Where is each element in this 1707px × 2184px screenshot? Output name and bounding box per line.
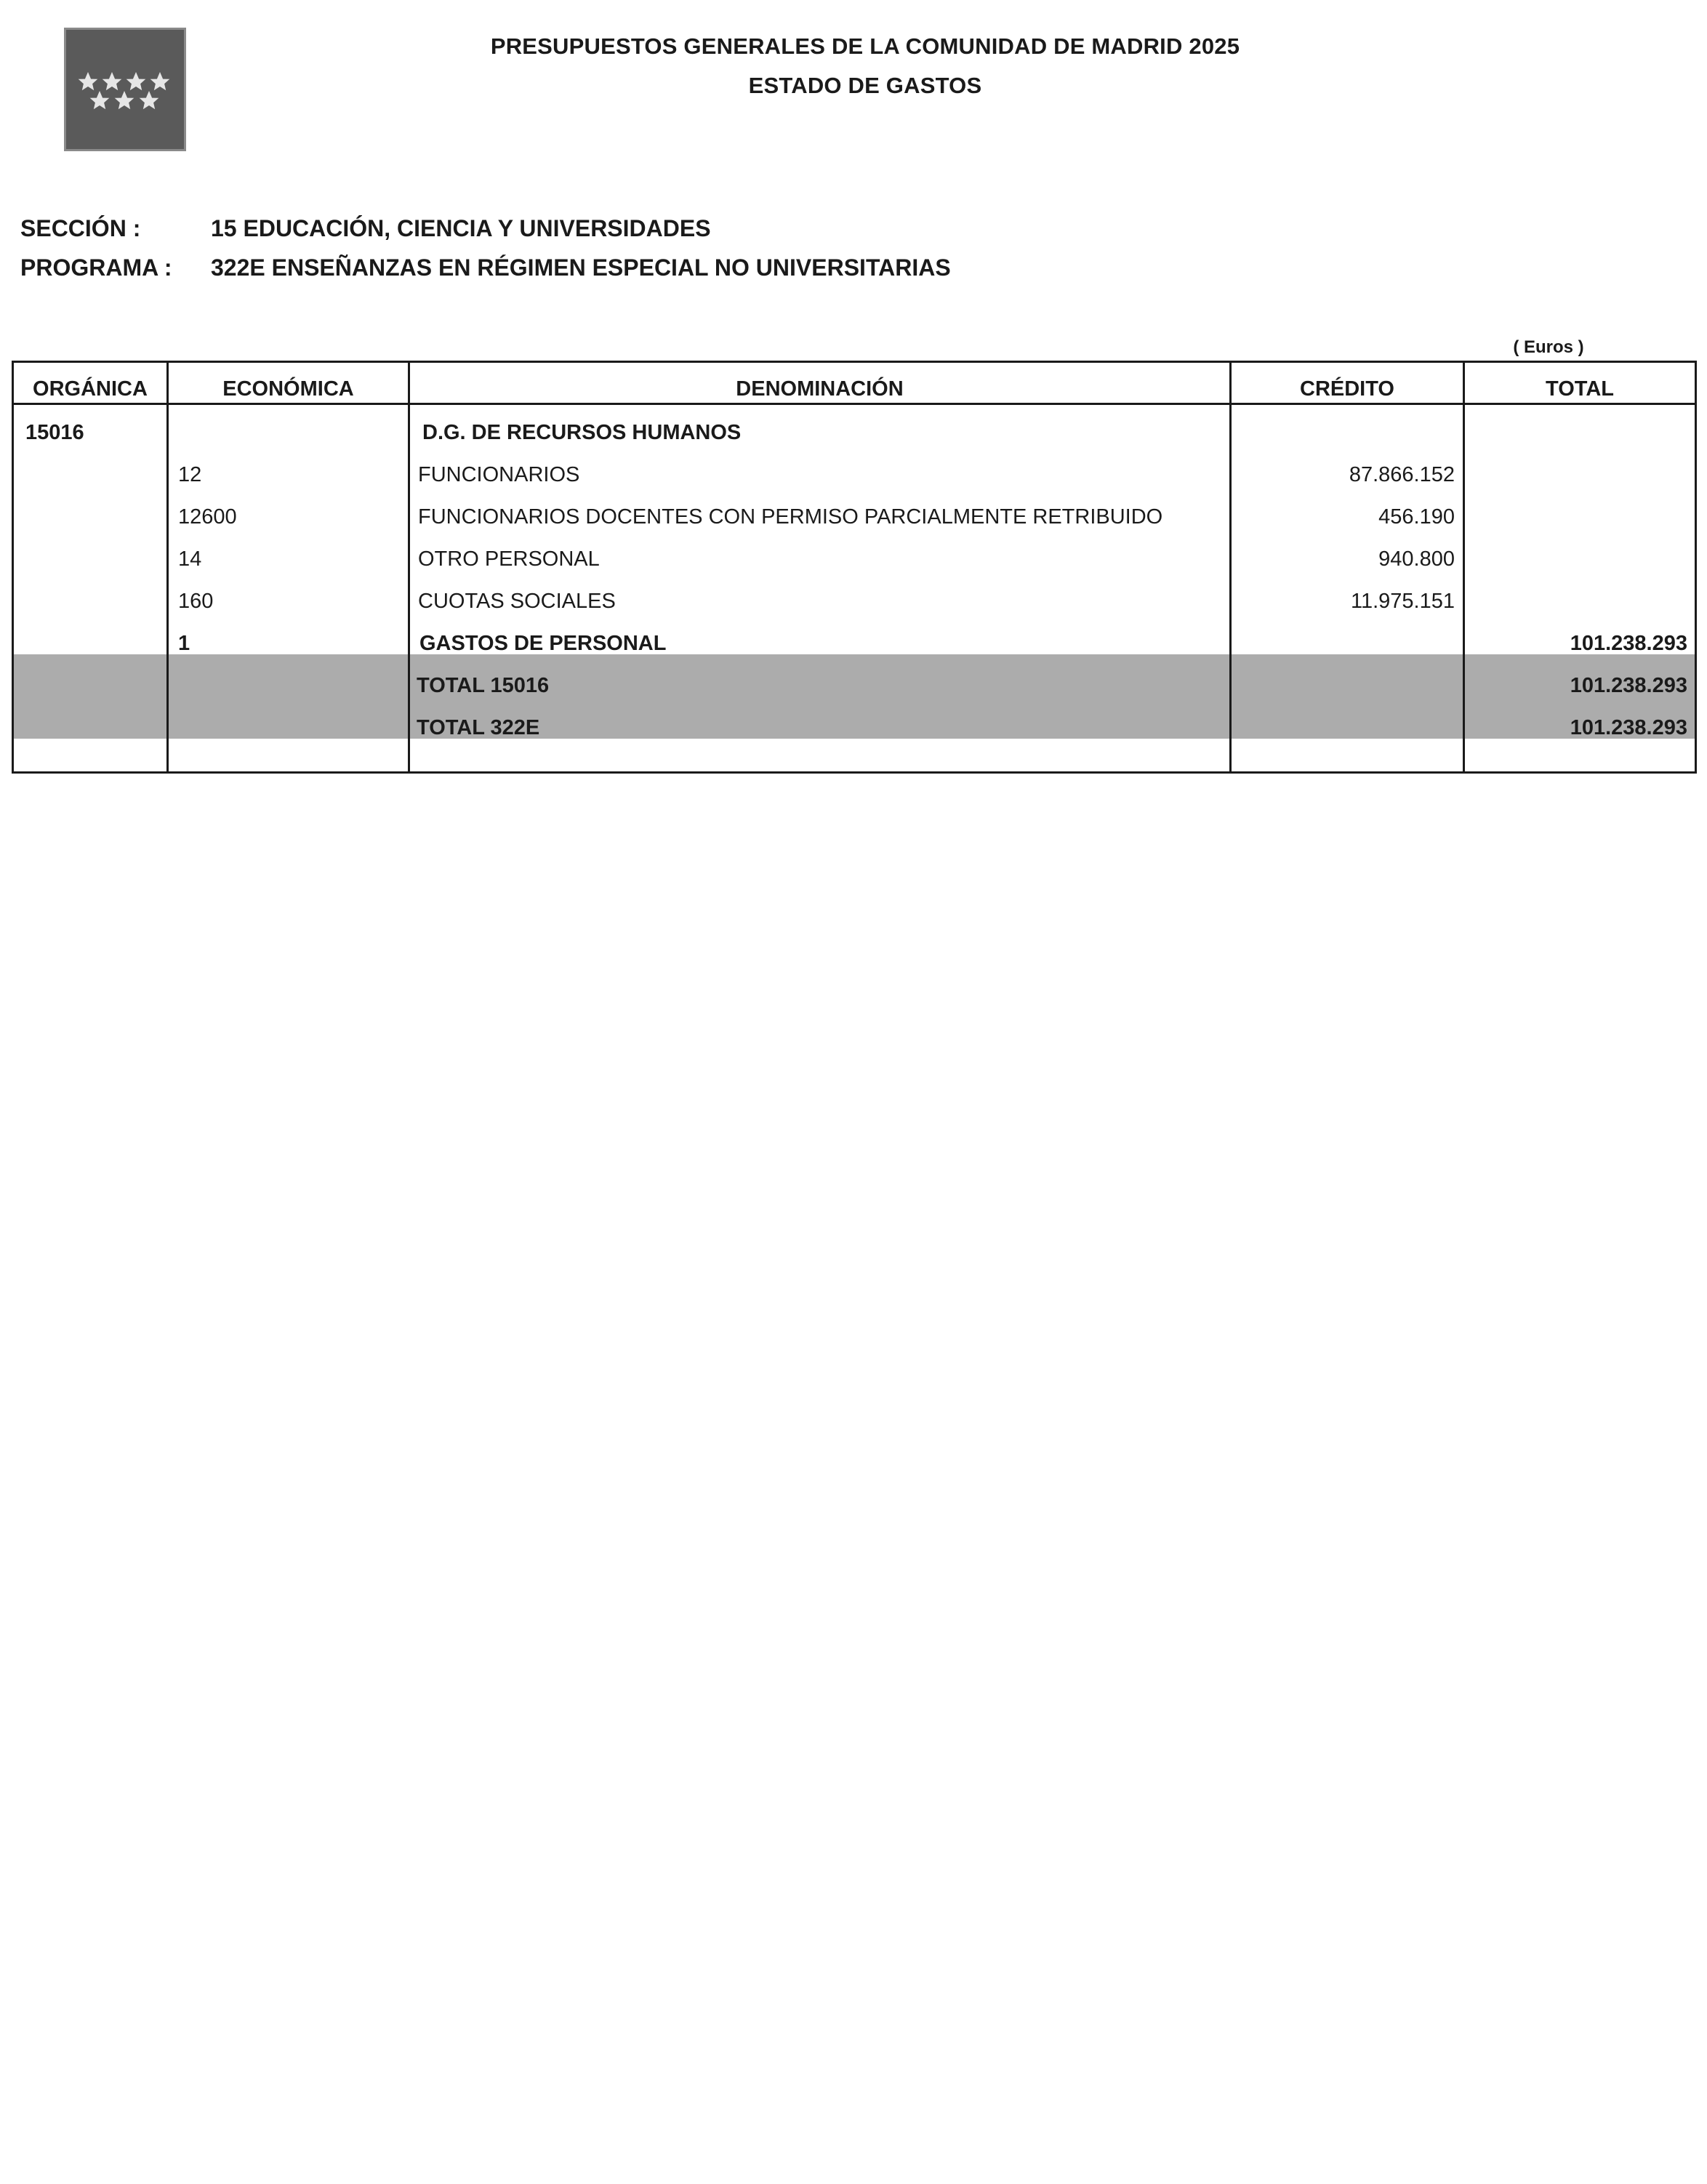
header-divider xyxy=(14,403,1695,405)
row-economica: 1 xyxy=(178,632,190,655)
column-divider xyxy=(1463,363,1465,771)
page-subtitle: ESTADO DE GASTOS xyxy=(748,73,982,98)
row-economica: 12 xyxy=(178,463,202,486)
row-denominacion: TOTAL 15016 xyxy=(417,674,550,697)
programa-label: PROGRAMA : xyxy=(20,254,172,281)
units-label: ( Euros ) xyxy=(1513,337,1584,357)
madrid-stars-logo-icon xyxy=(64,28,186,151)
column-divider xyxy=(166,363,169,771)
budget-table xyxy=(12,361,1697,774)
column-divider xyxy=(1229,363,1232,771)
page-title: PRESUPUESTOS GENERALES DE LA COMUNIDAD DE MADRID 2025 xyxy=(490,33,1240,59)
row-organica: 15016 xyxy=(25,421,84,444)
row-credito: 456.190 xyxy=(1378,505,1455,529)
stars-icon xyxy=(66,30,184,149)
column-header-credito: CRÉDITO xyxy=(1300,377,1394,401)
row-economica: 12600 xyxy=(178,505,237,529)
row-economica: 160 xyxy=(178,590,214,613)
totals-shade xyxy=(14,654,1695,739)
row-credito: 87.866.152 xyxy=(1349,463,1455,486)
row-credito: 11.975.151 xyxy=(1351,590,1455,613)
row-denominacion: FUNCIONARIOS DOCENTES CON PERMISO PARCIALMENTE RETRIBUIDO xyxy=(418,505,1163,529)
row-total: 101.238.293 xyxy=(1570,632,1687,655)
row-denominacion: GASTOS DE PERSONAL xyxy=(419,632,667,655)
column-header-organica: ORGÁNICA xyxy=(33,377,148,401)
section-value: 15 EDUCACIÓN, CIENCIA Y UNIVERSIDADES xyxy=(211,215,711,241)
row-economica: 14 xyxy=(178,547,202,571)
programa-value: 322E ENSEÑANZAS EN RÉGIMEN ESPECIAL NO UNIVERSITARIAS xyxy=(211,254,951,281)
column-divider xyxy=(408,363,410,771)
row-denominacion: TOTAL 322E xyxy=(417,716,540,739)
row-total: 101.238.293 xyxy=(1570,716,1687,739)
row-denominacion: FUNCIONARIOS xyxy=(418,463,580,486)
section-label: SECCIÓN : xyxy=(20,215,141,241)
row-total: 101.238.293 xyxy=(1570,674,1687,697)
column-header-economica: ECONÓMICA xyxy=(222,377,354,401)
row-denominacion: D.G. DE RECURSOS HUMANOS xyxy=(422,421,742,444)
row-denominacion: CUOTAS SOCIALES xyxy=(418,590,616,613)
row-denominacion: OTRO PERSONAL xyxy=(418,547,600,571)
row-credito: 940.800 xyxy=(1378,547,1455,571)
column-header-total: TOTAL xyxy=(1546,377,1614,401)
column-header-denominacion: DENOMINACIÓN xyxy=(736,377,904,401)
